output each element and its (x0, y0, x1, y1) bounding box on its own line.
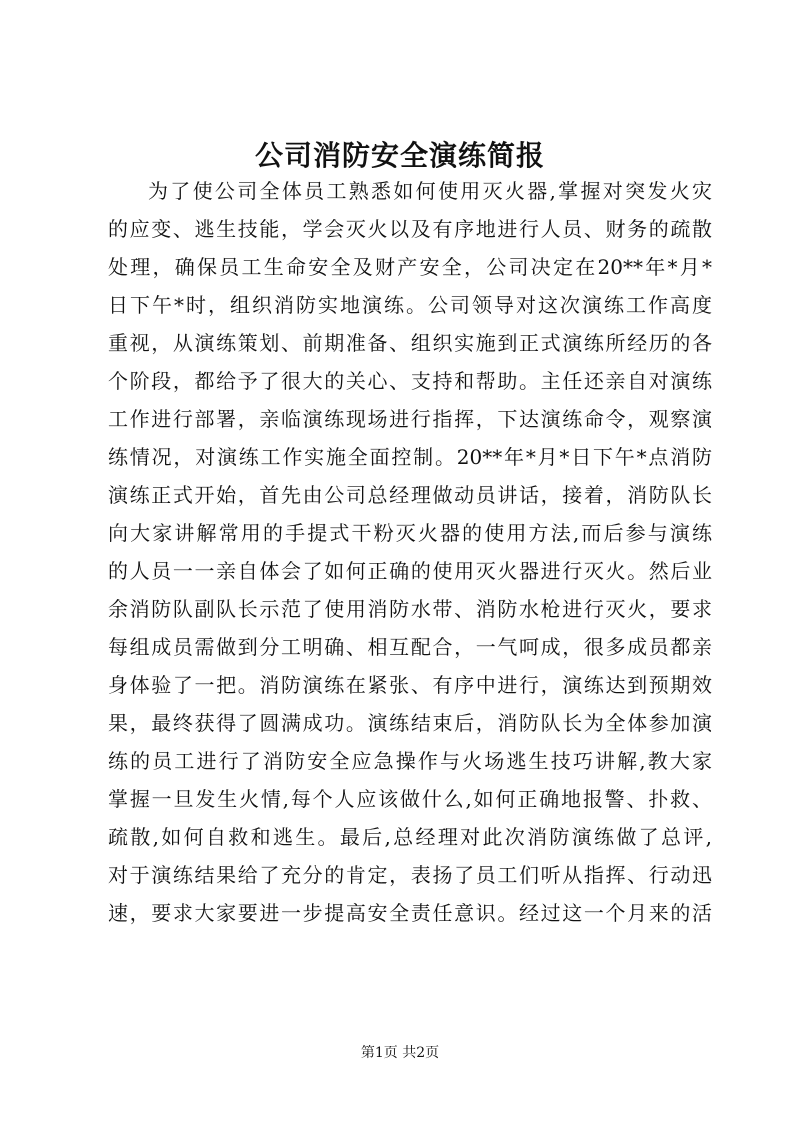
body-line: 演练正式开始，首先由公司总经理做动员讲话，接着，消防队长 (108, 483, 712, 507)
body-line: 的人员一一亲自体会了如何正确的使用灭火器进行灭火。然后业 (108, 559, 712, 583)
body-line: 工作进行部署，亲临演练现场进行指挥，下达演练命令，观察演 (108, 407, 712, 431)
body-line: 向大家讲解常用的手提式干粉灭火器的使用方法,而后参与演练 (108, 521, 712, 545)
body-line: 速，要求大家要进一步提高安全责任意识。经过这一个月来的活 (108, 901, 712, 925)
body-line: 的应变、逃生技能，学会灭火以及有序地进行人员、财务的疏散 (108, 217, 712, 241)
body-line: 果，最终获得了圆满成功。演练结束后，消防队长为全体参加演 (108, 711, 712, 735)
body-line: 余消防队副队长示范了使用消防水带、消防水枪进行灭火，要求 (108, 597, 712, 621)
body-line: 每组成员需做到分工明确、相互配合，一气呵成，很多成员都亲 (108, 635, 712, 659)
document-body (108, 172, 712, 932)
body-line: 身体验了一把。消防演练在紧张、有序中进行，演练达到预期效 (108, 673, 712, 697)
body-line: 处理，确保员工生命安全及财产安全，公司决定在20**年*月* (108, 255, 712, 279)
page-footer: 第1页 共2页 (360, 1045, 440, 1061)
body-line: 疏散,如何自救和逃生。最后,总经理对此次消防演练做了总评, (108, 825, 712, 849)
body-line: 日下午*时，组织消防实地演练。公司领导对这次演练工作高度 (108, 293, 712, 317)
body-line: 掌握一旦发生火情,每个人应该做什么,如何正确地报警、扑救、 (108, 787, 712, 811)
body-line: 个阶段，都给予了很大的关心、支持和帮助。主任还亲自对演练 (108, 369, 712, 393)
body-line: 练情况，对演练工作实施全面控制。20**年*月*日下午*点消防 (108, 445, 712, 469)
body-line: 为了使公司全体员工熟悉如何使用灭火器,掌握对突发火灾 (148, 179, 712, 203)
body-line: 对于演练结果给了充分的肯定，表扬了员工们听从指挥、行动迅 (108, 863, 712, 887)
document-title: 公司消防安全演练简报 (254, 139, 545, 172)
body-line: 重视，从演练策划、前期准备、组织实施到正式演练所经历的各 (108, 331, 712, 355)
body-line: 练的员工进行了消防安全应急操作与火场逃生技巧讲解,教大家 (108, 749, 712, 773)
